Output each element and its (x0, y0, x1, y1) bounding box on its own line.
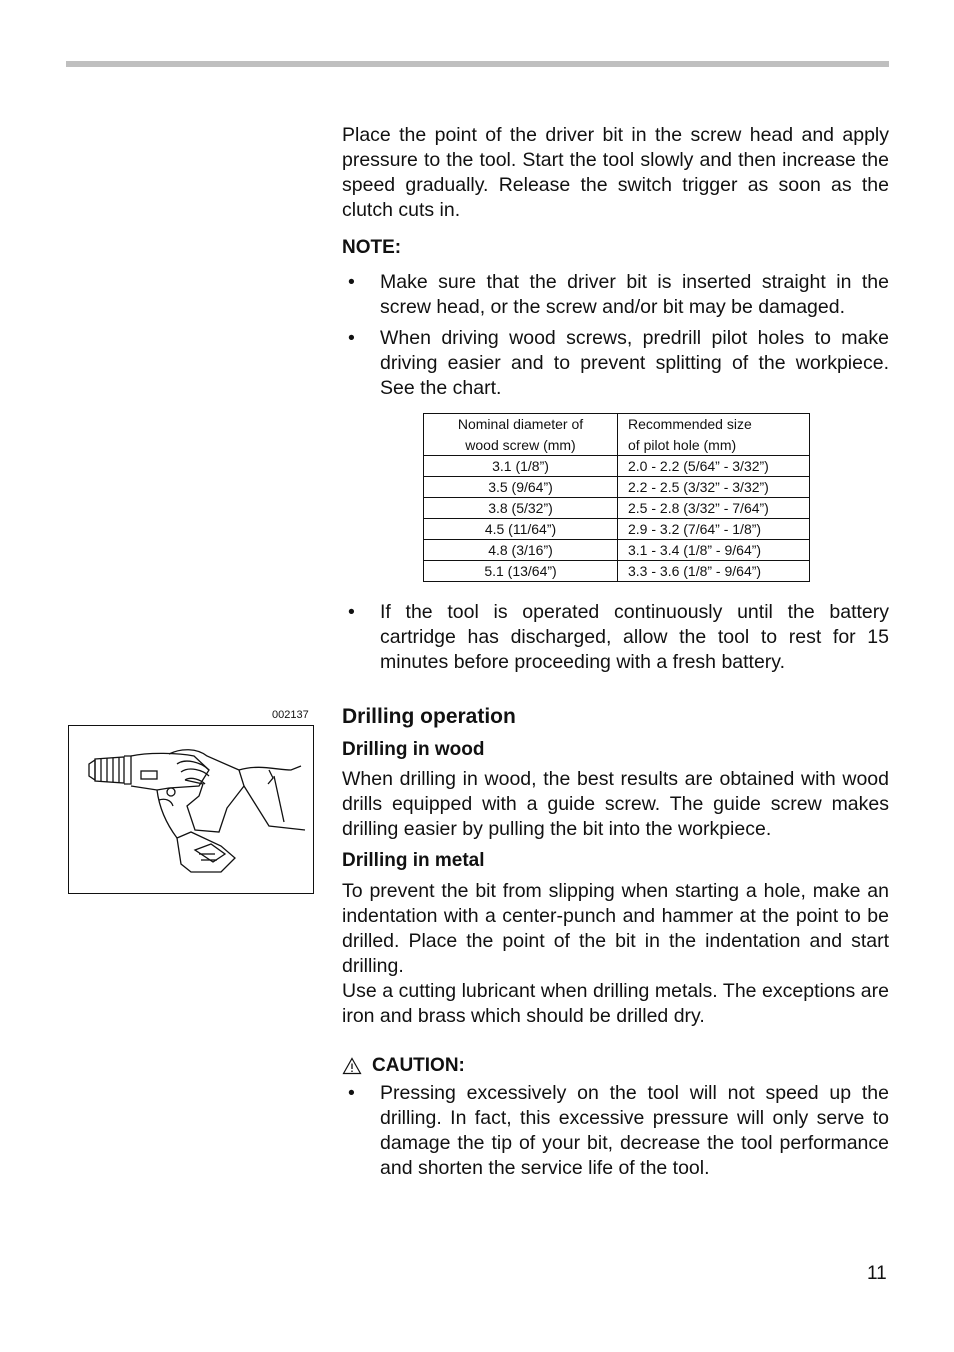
drilling-metal-text-2: Use a cutting lubricant when drilling metals. The exceptions are iron and brass which should be drilled dry. (342, 980, 889, 1027)
note-text-3: If the tool is operated continuously until the battery cartridge has discharged, allow the tool to rest for 15 minutes before proceeding with a fresh battery. (380, 601, 889, 673)
note-text-2: When driving wood screws, predrill pilot holes to make driving easier and to prevent splitting of the workpiece. See the chart. (380, 327, 889, 399)
chart-header-pilot: Recommended size of pilot hole (mm) (618, 414, 810, 456)
chart-cell-screw: 3.5 (9/64”) (424, 477, 618, 498)
chart-cell-pilot: 2.0 - 2.2 (5/64” - 3/32”) (618, 456, 810, 477)
pilot-hole-chart (423, 413, 810, 582)
intro-paragraph: Place the point of the driver bit in the screw head and apply pressure to the tool. Start the tool slowly and then increase the speed gradually. Release the switch trigger as soon as the clutch cuts in. (342, 124, 889, 221)
drilling-title: Drilling operation (342, 705, 516, 728)
drill-in-hand-icon (69, 726, 312, 892)
chart-row (424, 519, 810, 540)
drilling-metal-title: Drilling in metal (342, 850, 485, 871)
note-bullet-2 (342, 326, 889, 401)
figure-code: 002137 (272, 709, 309, 721)
note-text-1: Make sure that the driver bit is inserted straight in the screw head, or the screw and/or bit may be damaged. (380, 271, 889, 318)
drilling-metal-text-1: To prevent the bit from slipping when starting a hole, make an indentation with a center-punch and hammer at the point to be drilled. Place the point of the bit in the indentation and start drilling. (342, 880, 889, 977)
note-label: NOTE: (342, 237, 402, 258)
caution-bullet (342, 1081, 889, 1181)
chart-cell-pilot: 3.3 - 3.6 (1/8” - 9/64”) (618, 561, 810, 582)
header-rule (66, 61, 889, 67)
chart-cell-screw: 4.8 (3/16”) (424, 540, 618, 561)
bullet-icon: • (348, 1082, 355, 1104)
chart-row (424, 561, 810, 582)
chart-cell-screw: 3.8 (5/32”) (424, 498, 618, 519)
intro-block (342, 123, 889, 223)
note-bullet-3 (342, 600, 889, 675)
chart-row (424, 540, 810, 561)
caution-label: CAUTION: (372, 1055, 465, 1076)
bullet-icon: • (348, 327, 355, 349)
bullet-icon: • (348, 271, 355, 293)
chart-row (424, 456, 810, 477)
chart-row (424, 498, 810, 519)
drilling-wood-title: Drilling in wood (342, 739, 485, 760)
note-block (342, 235, 889, 407)
drilling-section (342, 704, 889, 1029)
chart-cell-screw: 3.1 (1/8”) (424, 456, 618, 477)
chart-header-row (424, 414, 810, 456)
caution-text: Pressing excessively on the tool will not speed up the drilling. In fact, this excessive pressure will only serve to damage the tip of your bit, decrease the tool performance and shorten the service life of the tool. (380, 1082, 889, 1179)
drill-illustration (68, 725, 314, 894)
battery-note-block (342, 600, 889, 681)
bullet-icon: • (348, 601, 355, 623)
caution-block (342, 1053, 889, 1187)
chart-cell-pilot: 2.5 - 2.8 (3/32” - 7/64”) (618, 498, 810, 519)
warning-triangle-icon (342, 1057, 362, 1075)
caution-heading (342, 1053, 889, 1078)
chart-header-screw: Nominal diameter of wood screw (mm) (424, 414, 618, 456)
chart-cell-pilot: 3.1 - 3.4 (1/8” - 9/64”) (618, 540, 810, 561)
chart-cell-screw: 4.5 (11/64”) (424, 519, 618, 540)
chart-cell-screw: 5.1 (13/64”) (424, 561, 618, 582)
note-bullet-1 (342, 270, 889, 320)
chart-cell-pilot: 2.2 - 2.5 (3/32” - 3/32”) (618, 477, 810, 498)
page-number: 11 (867, 1263, 887, 1284)
drilling-wood-text: When drilling in wood, the best results are obtained with wood drills equipped with a guide screw. The guide screw makes drilling easier by pulling the bit into the workpiece. (342, 768, 889, 840)
chart-row (424, 477, 810, 498)
chart-cell-pilot: 2.9 - 3.2 (7/64” - 1/8”) (618, 519, 810, 540)
